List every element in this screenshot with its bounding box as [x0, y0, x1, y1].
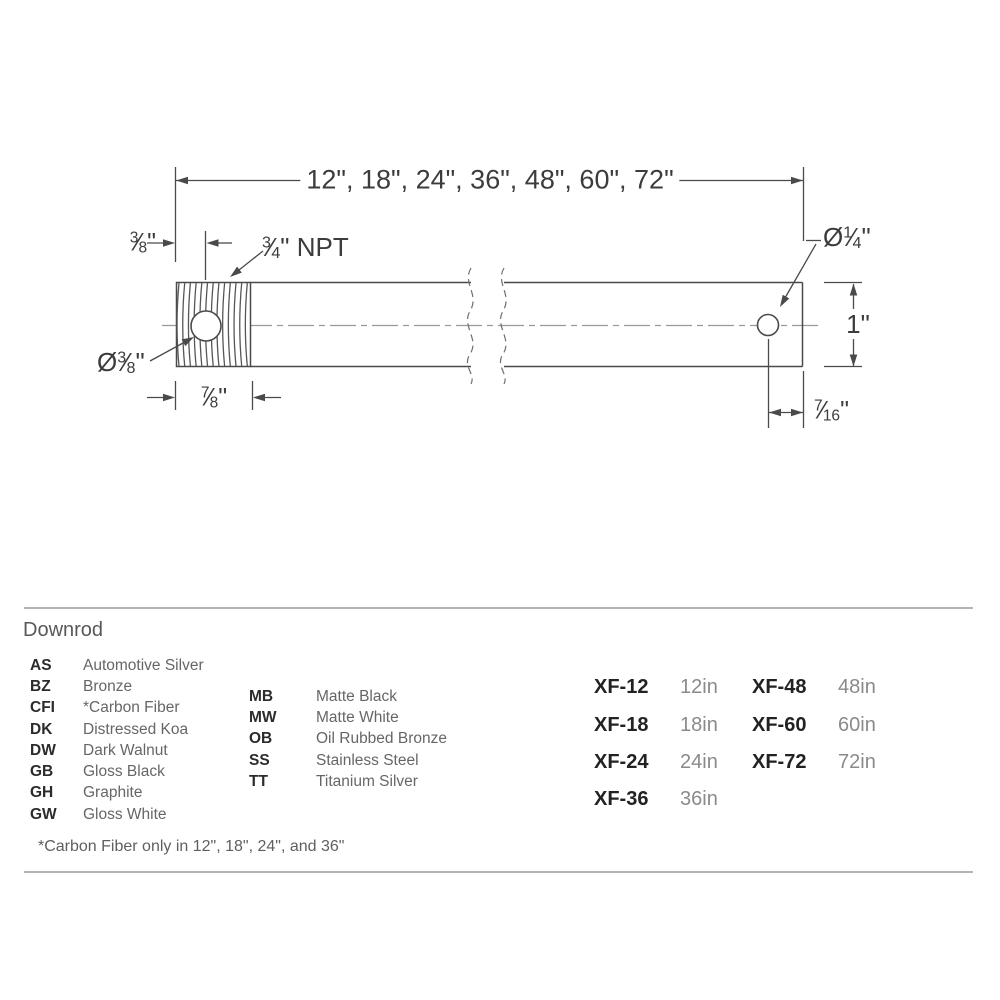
carbon-fiber-footnote: *Carbon Fiber only in 12", 18", 24", and 36": [38, 838, 345, 855]
finish-row: [30, 655, 204, 676]
finish-row: [30, 761, 204, 782]
finish-row: [30, 676, 204, 697]
finish-code: DK: [30, 720, 53, 738]
finish-row: [30, 719, 204, 740]
size-row: [594, 781, 718, 818]
finish-code: CFI: [30, 699, 55, 717]
finish-row: [249, 771, 447, 792]
size-value: 24in: [680, 750, 718, 773]
finish-name: *Carbon Fiber: [83, 699, 180, 717]
size-row: [594, 669, 718, 706]
finish-name: Distressed Koa: [83, 720, 189, 738]
finish-code: MB: [249, 687, 274, 705]
arrowheads: [163, 177, 857, 417]
finish-code: BZ: [30, 677, 51, 695]
size-row: [594, 744, 718, 781]
finish-row: [30, 804, 204, 825]
finish-code: AS: [30, 656, 52, 674]
finish-list-column-2: [249, 686, 447, 792]
right-mounting-hole: [758, 315, 779, 336]
size-list-column-1: [594, 669, 718, 819]
finish-code: MW: [249, 708, 277, 726]
size-row: [594, 706, 718, 743]
panel-bottom-rule: [24, 871, 973, 873]
finish-code: TT: [249, 772, 268, 790]
finish-code: OB: [249, 730, 273, 748]
size-list-column-2: [752, 669, 876, 781]
right-hole-offset-dimension-label: $^7$⁄ $_{16}$": [814, 399, 849, 424]
finish-code: SS: [249, 751, 270, 769]
dimension-lines: [147, 181, 854, 413]
finish-code: GW: [30, 805, 57, 823]
finish-name: Gloss Black: [83, 763, 165, 781]
size-code: XF-24: [594, 750, 649, 773]
finish-name: Dark Walnut: [83, 741, 168, 759]
length-options-dimension-label: 12", 18", 24", 36", 48", 60", 72": [300, 165, 679, 196]
finish-code: GH: [30, 784, 54, 802]
size-code: XF-60: [752, 713, 807, 736]
finish-row: [30, 783, 204, 804]
extension-lines: [176, 167, 863, 428]
size-value: 72in: [838, 750, 876, 773]
finish-name: Matte Black: [316, 687, 397, 705]
right-hole-diameter-label: $Ø^1⁄$ $_4$": [823, 224, 871, 250]
finish-row: [249, 707, 447, 728]
size-value: 48in: [838, 676, 876, 699]
panel-top-rule: [24, 607, 973, 609]
left-hole-diameter-label: $Ø^3⁄$ $_8$": [97, 349, 145, 375]
size-code: XF-48: [752, 676, 807, 699]
finish-name: Gloss White: [83, 805, 167, 823]
size-row: [752, 744, 876, 781]
size-value: 60in: [838, 713, 876, 736]
finish-row: [249, 750, 447, 771]
rod-diameter-dimension-label: 1": [840, 309, 876, 339]
finish-name: Titanium Silver: [316, 772, 418, 790]
thread-length-dimension-label: $^7$⁄ $_8$": [201, 386, 227, 411]
size-value: 36in: [680, 788, 718, 811]
finish-name: Stainless Steel: [316, 751, 419, 769]
finish-code: GB: [30, 763, 54, 781]
npt-thread-label: $^3$⁄ $_4$" NPT: [262, 234, 349, 260]
finish-row: [249, 686, 447, 707]
size-code: XF-18: [594, 713, 649, 736]
finish-name: Graphite: [83, 784, 143, 802]
left-mounting-hole: [191, 311, 221, 341]
finish-row: [30, 698, 204, 719]
size-code: XF-12: [594, 676, 649, 699]
size-value: 12in: [680, 676, 718, 699]
size-row: [752, 706, 876, 743]
end-to-hole-dimension-label: $^3$⁄ $_8$": [130, 231, 156, 256]
finish-name: Bronze: [83, 677, 133, 695]
size-value: 18in: [680, 713, 718, 736]
size-code: XF-36: [594, 788, 649, 811]
panel-title: Downrod: [23, 619, 104, 641]
finish-name: Matte White: [316, 708, 399, 726]
finish-row: [249, 729, 447, 750]
finish-list-column-1: [30, 655, 204, 825]
rod-body: [250, 283, 803, 367]
size-row: [752, 669, 876, 706]
finish-row: [30, 740, 204, 761]
finish-name: Oil Rubbed Bronze: [316, 730, 447, 748]
size-code: XF-72: [752, 750, 807, 773]
finish-name: Automotive Silver: [83, 656, 204, 674]
finish-code: DW: [30, 741, 56, 759]
